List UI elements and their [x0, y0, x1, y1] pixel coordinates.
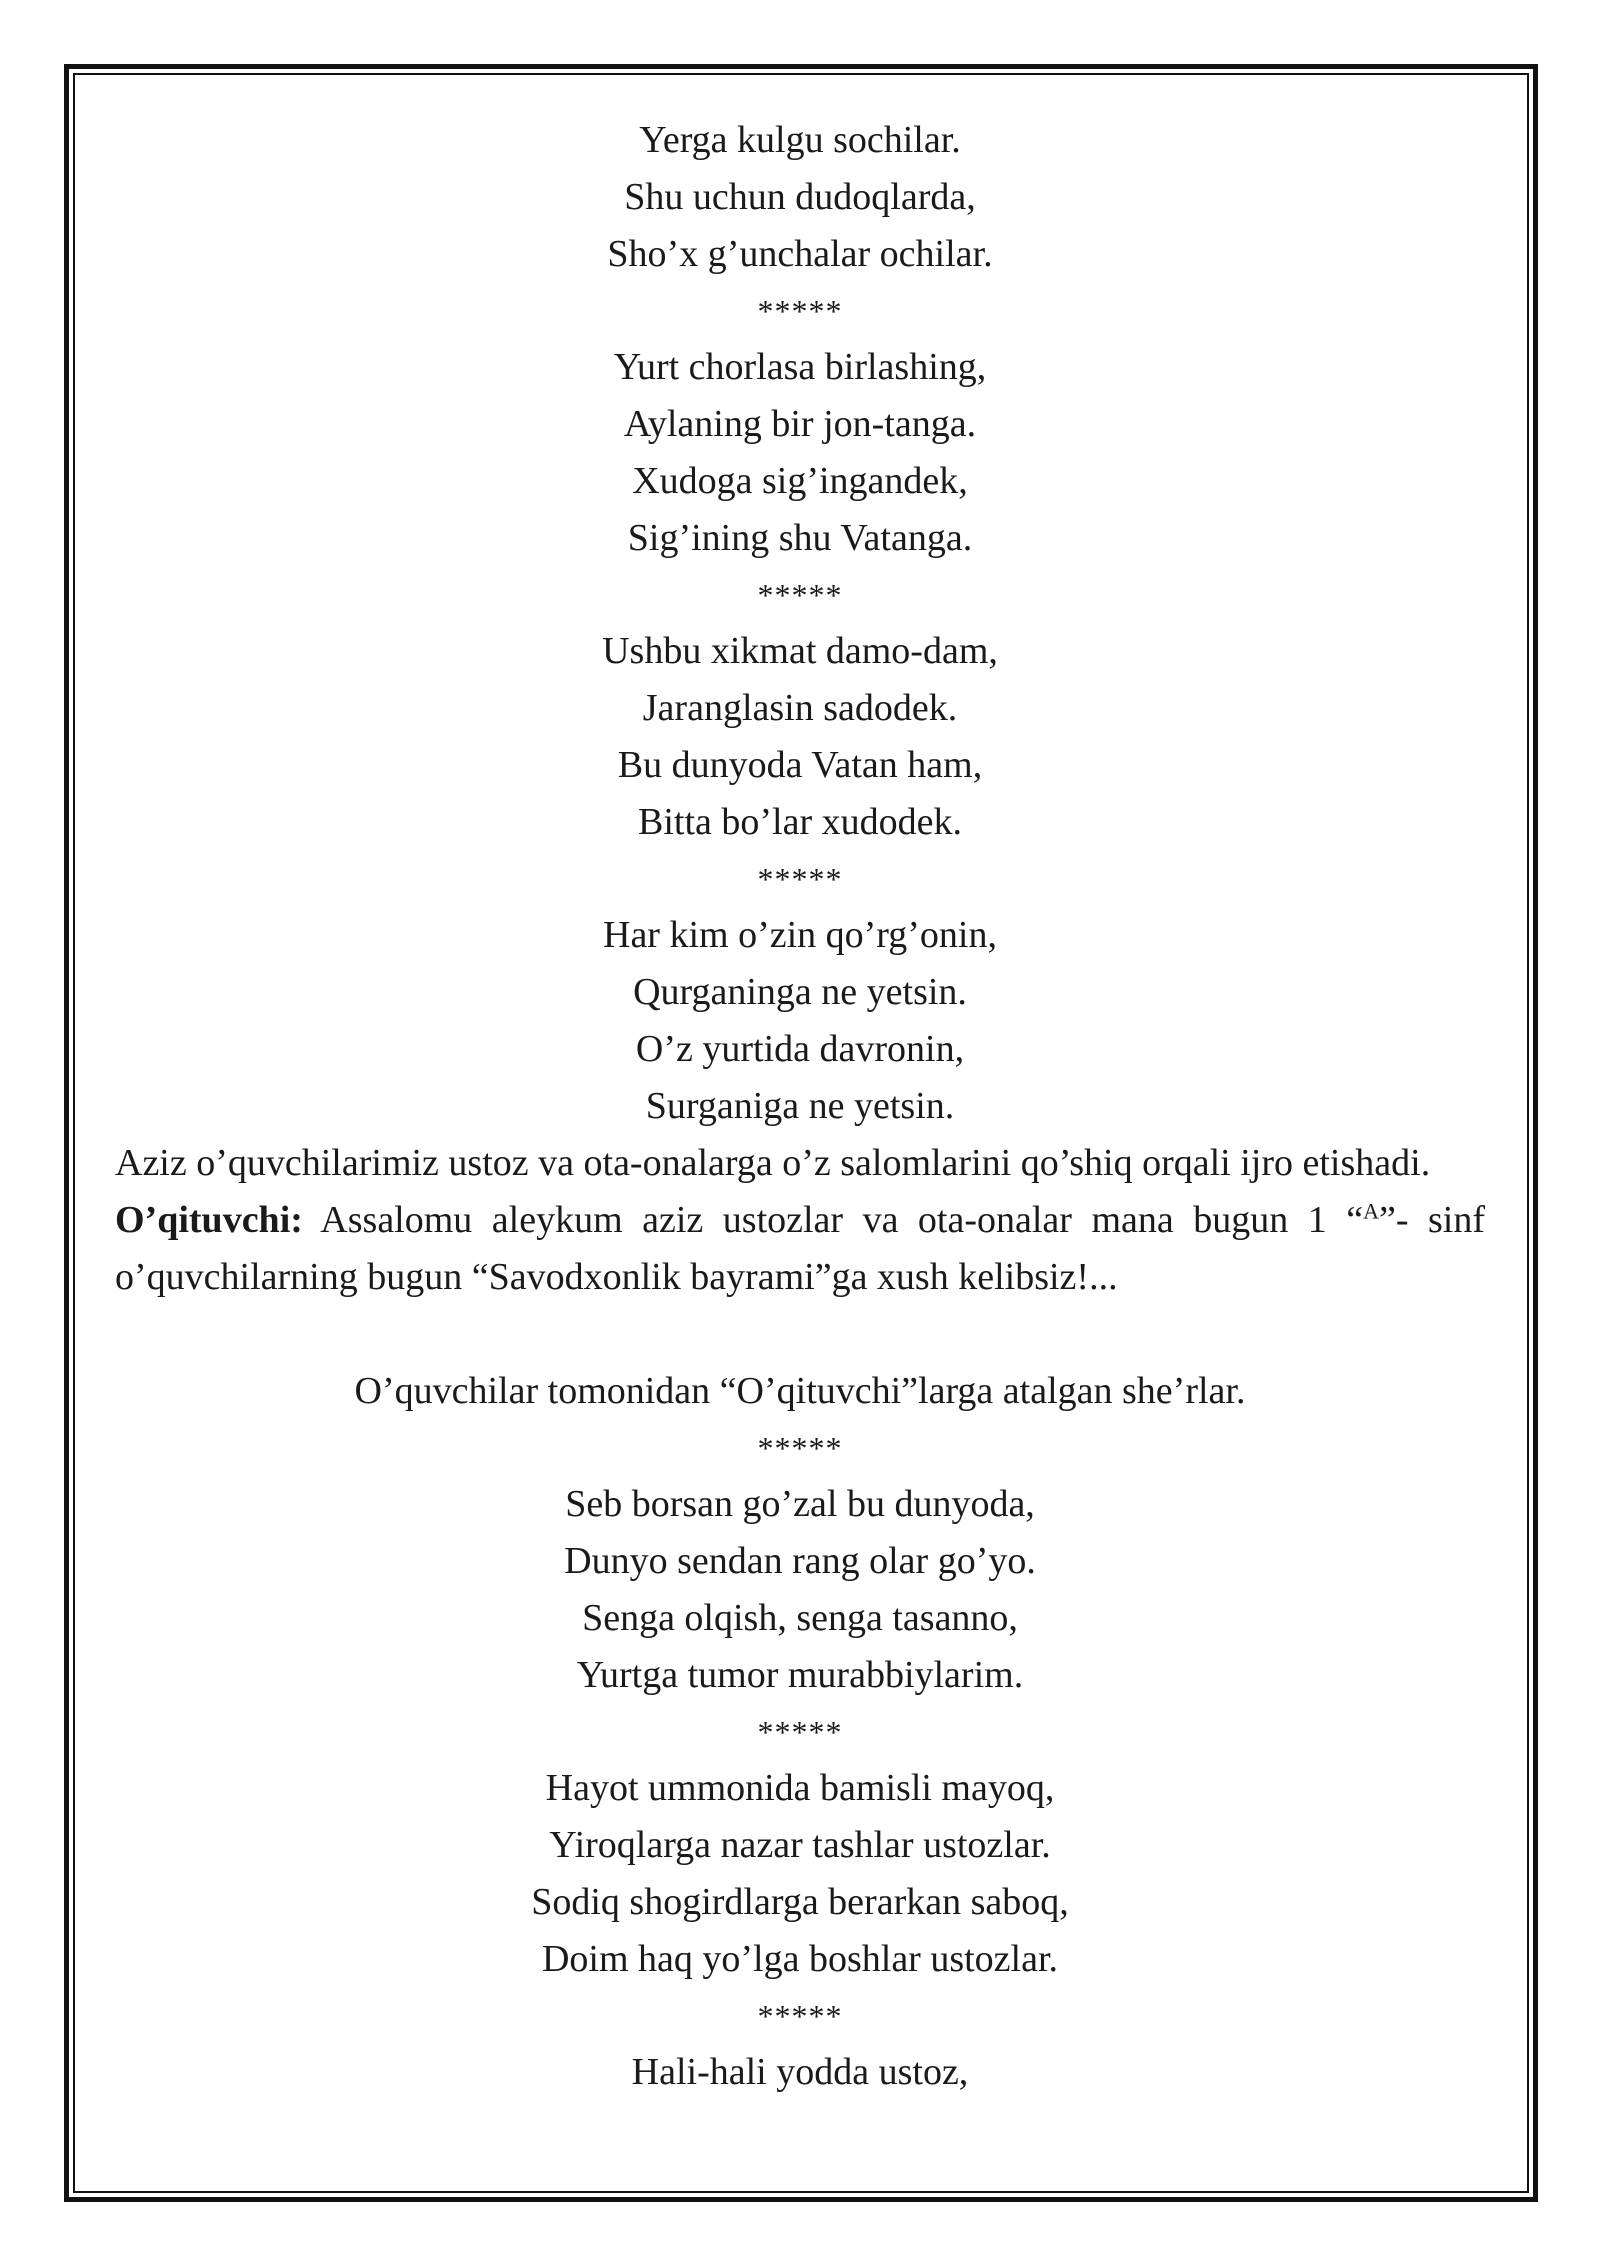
poem-stanza: [115, 112, 1485, 283]
poem-line: Hayot ummonida bamisli mayoq,: [545, 1767, 1055, 1809]
stanza-separator: *****: [757, 1430, 843, 1466]
poem-line: Yurtga tumor murabbiylarim.: [576, 1654, 1024, 1696]
poem-stanza: [115, 623, 1485, 851]
stanza-separator: *****: [757, 1714, 843, 1750]
poem-line: Doim haq yo’lga boshlar ustozlar.: [541, 1938, 1059, 1980]
poem-line: Hali-hali yodda ustoz,: [631, 2051, 969, 2093]
poem-line: Surganiga ne yetsin.: [645, 1085, 955, 1127]
poem-stanza: [115, 2044, 1485, 2101]
poem-line: O’z yurtida davronin,: [635, 1028, 965, 1070]
poem-line: Sodiq shogirdlarga berarkan saboq,: [531, 1881, 1069, 1923]
class-letter: A: [1363, 1198, 1379, 1224]
poem-line: Xudoga sig’ingandek,: [632, 460, 968, 502]
poem-line: Aylaning bir jon-tanga.: [623, 403, 977, 445]
teacher-speech: [115, 1192, 1485, 1306]
poem-line: Jaranglasin sadodek.: [642, 687, 958, 729]
poem-stanza: [115, 1476, 1485, 1704]
poem-stanza: [115, 339, 1485, 567]
poem-line: Qurganinga ne yetsin.: [633, 971, 967, 1013]
document-page: [115, 112, 1485, 2101]
blank-line: [115, 1306, 1485, 1363]
poem-line: Yiroqlarga nazar tashlar ustozlar.: [549, 1824, 1051, 1866]
poem-line: Dunyo sendan rang olar go’yo.: [564, 1540, 1036, 1582]
poem-line: Yurt chorlasa birlashing,: [613, 346, 987, 388]
poem-line: Bu dunyoda Vatan ham,: [617, 744, 983, 786]
speaker-label: O’qituvchi:: [115, 1199, 303, 1241]
poem-line: Har kim o’zin qo’rg’onin,: [603, 914, 997, 956]
narration-paragraph: Aziz o’quvchilarimiz ustoz va ota-onalarga o’z salomlarini qo’shiq orqali ijro etishadi.: [115, 1142, 1431, 1184]
poem-line: Sig’ining shu Vatanga.: [627, 517, 973, 559]
poem-stanza: [115, 907, 1485, 1135]
poem-stanza: [115, 1760, 1485, 1988]
poem-line: Senga olqish, senga tasanno,: [582, 1597, 1018, 1639]
poem-line: Shu uchun dudoqlarda,: [624, 176, 976, 218]
stanza-separator: *****: [757, 861, 843, 897]
speech-text: Assalomu aleykum aziz ustozlar va ota-onalar mana bugun 1 “: [302, 1199, 1364, 1241]
poem-line: Seb borsan go’zal bu dunyoda,: [565, 1483, 1035, 1525]
poem-line: Bitta bo’lar xudodek.: [638, 801, 962, 843]
speech-text-continued: ”- sinf o’quvchilarning bugun “Savodxonlik bayrami”ga xush kelibsiz!...: [115, 1199, 1485, 1298]
poem-line: Sho’x g’unchalar ochilar.: [607, 233, 993, 275]
stanza-separator: *****: [757, 577, 843, 613]
stanza-separator: *****: [757, 1998, 843, 2034]
stanza-separator: *****: [757, 293, 843, 329]
poem-line: Yerga kulgu sochilar.: [639, 119, 961, 161]
poem-line: Ushbu xikmat damo-dam,: [602, 630, 998, 672]
section-title: O’quvchilar tomonidan “O’qituvchi”larga atalgan she’rlar.: [354, 1370, 1246, 1412]
